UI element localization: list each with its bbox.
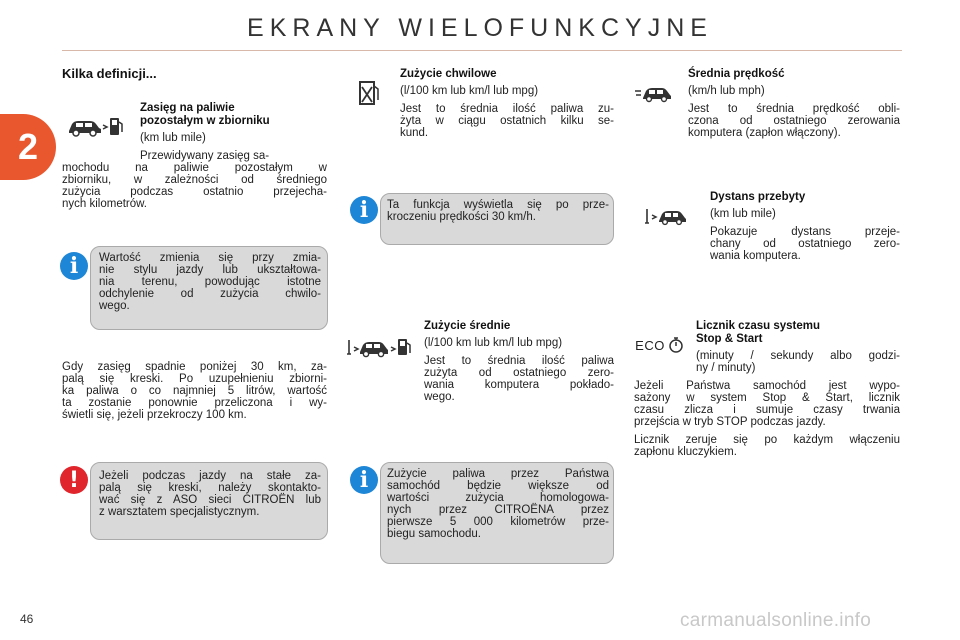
- stopstart-text-line: Jeżeli Państwa samochód jest wypo-: [634, 380, 900, 392]
- info-icon: i: [60, 252, 88, 280]
- info-box-line: nych przez CITROËNA przez: [387, 504, 609, 516]
- average-consumption-icon: [346, 334, 414, 360]
- average-units: (l/100 km lub km/l lub mpg): [424, 337, 563, 349]
- average-text-line: Jest to średnia ilość paliwa: [424, 355, 614, 367]
- info-box-line: kroczeniu prędkości 30 km/h.: [387, 211, 536, 223]
- info-box-line: nia terenu, powodując istotne: [99, 276, 321, 288]
- fuel-pump-icon: [354, 78, 384, 108]
- average-text-line: wego.: [424, 391, 455, 403]
- info-box-line: odchylenie od zużycia chwilo-: [99, 288, 321, 300]
- fuel-range-icon: [64, 112, 126, 142]
- warning-box-line: wać się z ASO sieci CITROËN lub: [99, 494, 321, 506]
- warning-icon: !: [60, 466, 88, 494]
- distance-text-line: wania komputera.: [710, 250, 801, 262]
- distance-units: (km lub mile): [710, 208, 776, 220]
- info-box-line: Wartość zmienia się przy zmia-: [99, 252, 321, 264]
- stopstart-text-line: zapłonu kluczykiem.: [634, 446, 737, 458]
- warning-box-line: palą się kreski, należy skontakto-: [99, 482, 321, 494]
- eco-timer-icon: [634, 334, 686, 356]
- instant-text-line: żyta w ciągu ostatnich kilku se-: [400, 115, 614, 127]
- watermark: carmanualsonline.info: [680, 610, 872, 631]
- stopstart-text-line: Licznik zeruje się po każdym włączeniu: [634, 434, 900, 446]
- warning-box-line: z warsztatem specjalistycznym.: [99, 506, 260, 518]
- avg-speed-text-line: czona od ostatniego zerowania: [688, 115, 900, 127]
- title-divider: [62, 50, 902, 51]
- stopstart-title-line1: Licznik czasu systemu: [696, 320, 820, 332]
- average-text-line: wania komputera pokłado-: [424, 379, 614, 391]
- distance-text-line: Pokazuje dystans przeje-: [710, 226, 900, 238]
- stopstart-units-line1: (minuty / sekundy albo godzi-: [696, 350, 900, 362]
- stopstart-title-line2: Stop & Start: [696, 333, 763, 345]
- info-icon: i: [350, 196, 378, 224]
- page-number: 46: [20, 612, 34, 626]
- avg-speed-text-line: komputera (zapłon włączony).: [688, 127, 841, 139]
- distance-text-line: chany od ostatniego zero-: [710, 238, 900, 250]
- avg-speed-text-line: Jest to średnia prędkość obli-: [688, 103, 900, 115]
- section-title: Kilka definicji...: [62, 66, 157, 81]
- info-box-line: nie stylu jazdy lub ukształtowa-: [99, 264, 321, 276]
- average-text-line: zużyta od ostatniego zero-: [424, 367, 614, 379]
- stopstart-text-line: czasu zlicza i sumuje czasy trwania: [634, 404, 900, 416]
- info-box-line: Zużycie paliwa przez Państwa: [387, 468, 609, 480]
- avg-speed-units: (km/h lub mph): [688, 85, 765, 97]
- average-title: Zużycie średnie: [424, 320, 511, 332]
- avg-speed-title: Średnia prędkość: [688, 68, 785, 80]
- stopstart-text-line: sażony w system Stop & Start, licznik: [634, 392, 900, 404]
- distance-icon: [644, 204, 690, 228]
- low-range-line: Gdy zasięg spadnie poniżej 30 km, za-: [62, 361, 327, 373]
- info-box-value-change: [90, 246, 328, 330]
- range-title-line1: Zasięg na paliwie: [140, 102, 235, 114]
- info-box-line: Ta funkcja wyświetla się po prze-: [387, 199, 609, 211]
- info-box-line: biegu samochodu.: [387, 528, 481, 540]
- instant-title: Zużycie chwilowe: [400, 68, 497, 80]
- info-icon: i: [350, 466, 378, 494]
- info-box-line: wego.: [99, 300, 130, 312]
- range-text-line: Przewidywany zasięg sa-: [140, 150, 270, 162]
- info-box-speed: [380, 193, 614, 245]
- range-text-line: mochodu na paliwie pozostałym w: [62, 162, 327, 174]
- low-range-line: ta zostanie ponownie przeliczona i wy-: [62, 397, 327, 409]
- low-range-line: świetli się, jeżeli przekroczy 100 km.: [62, 409, 247, 421]
- info-box-homologation: [380, 462, 614, 564]
- warning-box: [90, 462, 328, 540]
- stopstart-text-line: przejścia w tryb STOP podczas jazdy.: [634, 416, 826, 428]
- range-units: (km lub mile): [140, 132, 206, 144]
- range-text-line: zbiorniku, w zależności od średniego: [62, 174, 327, 186]
- instant-text-line: kund.: [400, 127, 429, 139]
- range-text-line: nych kilometrów.: [62, 198, 148, 210]
- instant-units: (l/100 km lub km/l lub mpg): [400, 85, 539, 97]
- stopstart-units-line2: ny / minuty): [696, 362, 756, 374]
- distance-title: Dystans przebyty: [710, 191, 806, 203]
- low-range-line: palą się kreski. Po uzupełnieniu zbiorni-: [62, 373, 327, 385]
- info-box-line: pierwsze 5 000 kilometrów prze-: [387, 516, 609, 528]
- info-box-line: samochód będzie większe od: [387, 480, 609, 492]
- low-range-line: ka paliwa o co najmniej 5 litrów, wartość: [62, 385, 327, 397]
- range-text-line: zużycia podczas ostatnio przejecha-: [62, 186, 327, 198]
- average-speed-icon: [634, 80, 674, 106]
- page-title: EKRANY WIELOFUNKCYJNE: [247, 14, 713, 42]
- instant-text-line: Jest to średnia ilość paliwa zu-: [400, 103, 614, 115]
- eco-label: ECO: [635, 337, 665, 353]
- warning-box-line: Jeżeli podczas jazdy na stałe za-: [99, 470, 321, 482]
- info-box-line: wartości zużycia homologowa-: [387, 492, 609, 504]
- chapter-tab: 2: [0, 114, 56, 180]
- range-title-line2: pozostałym w zbiorniku: [140, 115, 270, 127]
